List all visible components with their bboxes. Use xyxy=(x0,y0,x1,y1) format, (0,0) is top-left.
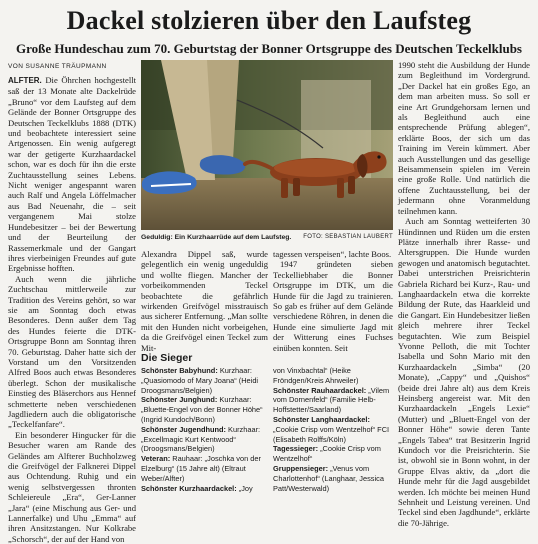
winner-entry: Schönster Rauhaardackel: „Vilem vom Dornenfeld“ (Familie Helb-Hoffstetter/Saarland) xyxy=(273,385,390,415)
paragraph: Auch am Sonntag wetteiferten 30 Hündinnen und Rüden um die ersten Plätze innerhalb ihrer Rasse- und Altersgruppen. Die Hunde wurden gewogen und anatomisch begutachtet. Dabei unterstrichen Preisrichterin Gabriela Richard bei Kurz-, Rau- und Langhaardackeln etwa die korrekte Bildung der Rute, das Haarkleid und die Gangart. Ein Hundebesitzer ließen gleich mehrere ihrer Teckel begutachten. Wie zum Beispiel Yvonne Pelloth, die mit Tochter Isabella und Sohn Mario mit den Kurzhaardackeln „Simba“ (20 Monate), „Cappy“ und „Quishos“ (beide drei Jahre alt) aus dem Kreis Heinsberg angereist war. Mit den Kurzhaardackeln „Engels Lexie“ (Mutter) und „Bluett-Engel von der Bonner Höhe“ sowie deren Tante „Engels Tabea“ trat Besitzerin Ingrid Kundoch vor die Preisrichterin. Sie ist, obwohl sie in Bonn wohnt, in der Gruppe Elvas aktiv, da „dort die Hunde mehr für die Jagd ausgebildet werden. Ich möchte bei meinen Hund Sehnheit und Leistung vereinen. Und Teckel sind eben Jagdhunde“, erklärte die 70-Jährige. xyxy=(398,216,530,528)
paragraph: tagessen verspeisen“, lachte Boos. xyxy=(273,249,392,259)
paragraph: Auch wenn die jährliche Zuchtschau mittlerweile zur Tradition des Vereins gehört, so war sie am Sonntag doch etwas Besonderes. Denn außer dem Tag des Hundes feierte die DTK-Ortsgruppe Bonn am Sonntag ihren 70. Geburtstag. Daher hatte sich der Vorstand um den Vorsitzenden Alfred Boos auch etwas Besonderes überlegt. Schon der musikalische Einstieg des Bläserchors aus Hennef schmetterte neben verschiedenen Jagdliedern auch die obligatorische „Teckelfanfare“. xyxy=(8,273,136,430)
paragraph: Ein besonderer Hingucker für die Besucher waren am Rande des Geländes am Alfterer Buchholzweg die Greifvögel der Falknerei Dippel aus Ochtendung. Ruhig und ein wenig selbstvergessen thronten Schleiereule „Era“, Ger-Lanner „Jara“ (eine Mischung aus Ger- und Lannerfalke) und Uhu „Emma“ auf ihren Ansitzstangen. Nur Kolkrabe „Schorsch“, der auf der Hand von xyxy=(8,429,136,544)
winner-entry: Schönster Langhaardackel: „Cookie Crisp vom Wentzelhof“ FCI (Elisabeth Rolffs/Köln) xyxy=(273,414,390,444)
photo-image xyxy=(141,60,393,230)
winner-entry: Tagessieger: „Cookie Crisp vom Wentzelhof“ xyxy=(273,444,381,464)
winner-entry: Schönster Babyhund: Kurzhaar: „Quasiomodo of Mary Joana“ (Heidi Droogsmans/Belgien) xyxy=(141,366,259,395)
paragraph xyxy=(8,75,136,274)
article-column-1 xyxy=(8,75,136,544)
subheadline: Große Hundeschau zum 70. Geburtstag der Bonner Ortsgruppe des Deutschen Teckelklubs xyxy=(16,41,522,56)
article-column-2 xyxy=(141,249,268,353)
winner-entry: Schönster Kurzhaardackel: „Joy xyxy=(141,483,253,493)
winner-entry: Gruppensieger: „Venus vom Charlottenhof“ (Langhaar, Jessica Patt/Westerwald) xyxy=(273,463,384,493)
winner-entry: Schönster Junghund: Kurzhaar: „Bluette-Engel von der Bonner Höhe“ (Ingrid Kundoch/Bonn) xyxy=(141,395,263,424)
paragraph: 1947 gründeten sieben Teckelliebhaber die Bonner Ortsgruppe im DTK, um die Hunde für die Jagd zu trainieren. So gab es früher auf dem Gelände verschiedene Röhren, in denen die Hunde eine simulierte Jagd mit der Witterung eines Fuchses einüben konnten. Seit xyxy=(273,259,393,353)
headline: Dackel stolzieren über den Laufsteg xyxy=(66,6,472,35)
paragraph: 1990 steht die Ausbildung der Hunde zum Begleithund im Vordergrund. „Der Dackel hat ein großes Ego, an dem man arbeiten muss. So soll er eine Art Grundgehorsam lernen und als Begleithund auch eine entsprechende Prüfung ablegen“, erklärte Boos, der sich um das Training im Verein kümmert. Aber auch Ausstellungen und das gesellige Beisammensein spielen im Verein eine große Rolle. Und natürlich die offene Zuchtausstellung, bei der jedermann ohne Voranmeldung teilnehmen kann. xyxy=(398,60,530,216)
dateline: ALFTER. xyxy=(8,76,42,85)
paragraph: Alexandra Dippel saß, wurde gelegentlich ein wenig ungeduldig und wollte fliegen. Mancher der vorbeikommenden Teckel beobachtete die gefährlich wirkenden Greifvögel misstrauisch aus sicherer Entfernung. „Man sollte mit den Hunden nicht vorbeigehen, da die Greifvögel einen Teckel zum Mit- xyxy=(141,249,268,353)
winner-entry: Schönster Jugendhund: Kurzhaar: „Excellmagic Kurt Kentwood“ (Droogsmans/Belgien) xyxy=(141,424,261,454)
winners-list-left xyxy=(141,366,269,493)
winners-heading: Die Sieger xyxy=(141,352,193,364)
dachshund-photo xyxy=(141,60,393,230)
photo-caption xyxy=(141,234,393,241)
caption-text: Geduldig: Ein Kurzhaarrüde auf dem Laufsteg. xyxy=(141,234,292,241)
winner-entry: Veteran: Rauhaar: „Joschka von der Elzelburg“ (15 Jahre alt) (Eltraut Weber/Alfter) xyxy=(141,454,261,483)
article-column-3 xyxy=(273,249,393,353)
winner-entry: von Vinxbachtal“ (Heike Fröndgen/Kreis Ahrweiler) xyxy=(273,366,359,385)
paragraph-text: Die Öhrchen hochgestellt saß der 13 Monate alte Dackelrüde „Bruno“ vor dem Laufsteg auf dem Gelände der Bonner Ortsgruppe des Deutschen Teckelklubs 1888 (DTK) und beobachtete interessiert seine Artgenossen. Ein wenig aufgeregt war der getigerte Kurzhaardackel schon, war es doch für ihn die erste Zuchtausstellung seines Lebens. Nicht weniger angespannt waren auch Ralf und Angela Löffelmacher aus Bad Neuenahr, die – seit vergangenem Mai stolze Hundebesitzer – bei der Bewertung und der Beurteilung der Rassemerkmale und der Gangart ihres vierbeinigen Freundes auf gute Ergebnisse hofften. xyxy=(8,75,136,274)
winners-list-right xyxy=(273,366,393,493)
article-column-4 xyxy=(398,60,530,528)
author-byline: VON SUSANNE TRÄUPMANN xyxy=(8,63,107,70)
photo-credit: FOTO: SEBASTIAN LAUBERT xyxy=(303,234,393,240)
